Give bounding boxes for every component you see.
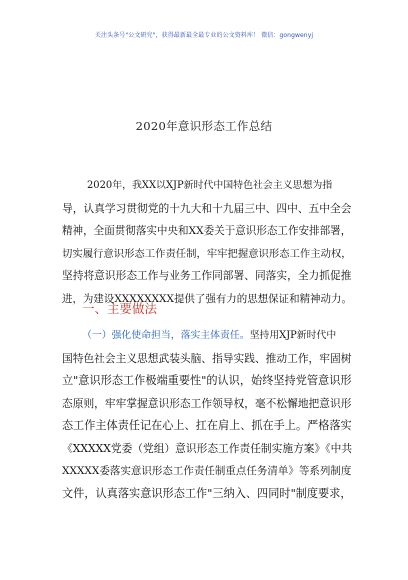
body-line: 《XXXXX党委（党组）意识形态工作责任制实施方案》《中共 [62,441,353,455]
intro-line: 2020年，我XX以XJP新时代中国特色社会主义思想为指 [87,180,333,191]
intro-line: 切实履行意识形态工作责任制，牢牢把握意识形态工作主动权， [62,247,352,260]
intro-paragraph [62,175,352,310]
intro-line: 导，认真学习贯彻党的十九大和十九届三中、四中、五中全会 [62,201,352,215]
section-heading: 一、主要做法 [82,301,158,316]
body-line: 国特色社会主义思想武装头脑、指导实践、推动工作，牢固树 [62,351,352,365]
body-line: XXXXX委落实意识形态工作责任制重点任务清单》等系列制度 [62,465,352,477]
section-first-line [62,325,352,348]
intro-line: 坚持将意识形态工作与业务工作同部署、同落实，全力抓促推 [62,269,352,282]
header-banner: 关注头条号"公文研究"，获得最新最全最专业的公文资料库！ 微信：gongwenyj [94,32,314,39]
body-line: 立"意识形态工作极端重要性"的认识，始终坚持党管意识形 [62,374,352,387]
section-paragraph [62,325,352,505]
intro-line: 进，为建设XXXXXXXX提供了强有力的思想保证和精神动力。 [62,292,352,305]
intro-line: 精神，全面贯彻落实中央和XX委关于意识形态工作安排部署， [62,225,352,237]
subheading: （一）强化使命担当，落实主体责任。 [82,330,250,341]
body-line: 态原则，牢牢掌握意识形态工作领导权，毫不松懈地把意识形 [62,396,352,410]
body-line: 文件，认真落实意识形态工作"三纳入、四同时"制度要求， [62,486,352,500]
body-line: 态工作主体责任记在心上、扛在肩上、抓在手上。严格落实 [62,419,352,432]
body-line-rest: 坚持用XJP新时代中 [249,330,337,341]
document-title: 2020年意识形态工作总结 [135,119,273,133]
